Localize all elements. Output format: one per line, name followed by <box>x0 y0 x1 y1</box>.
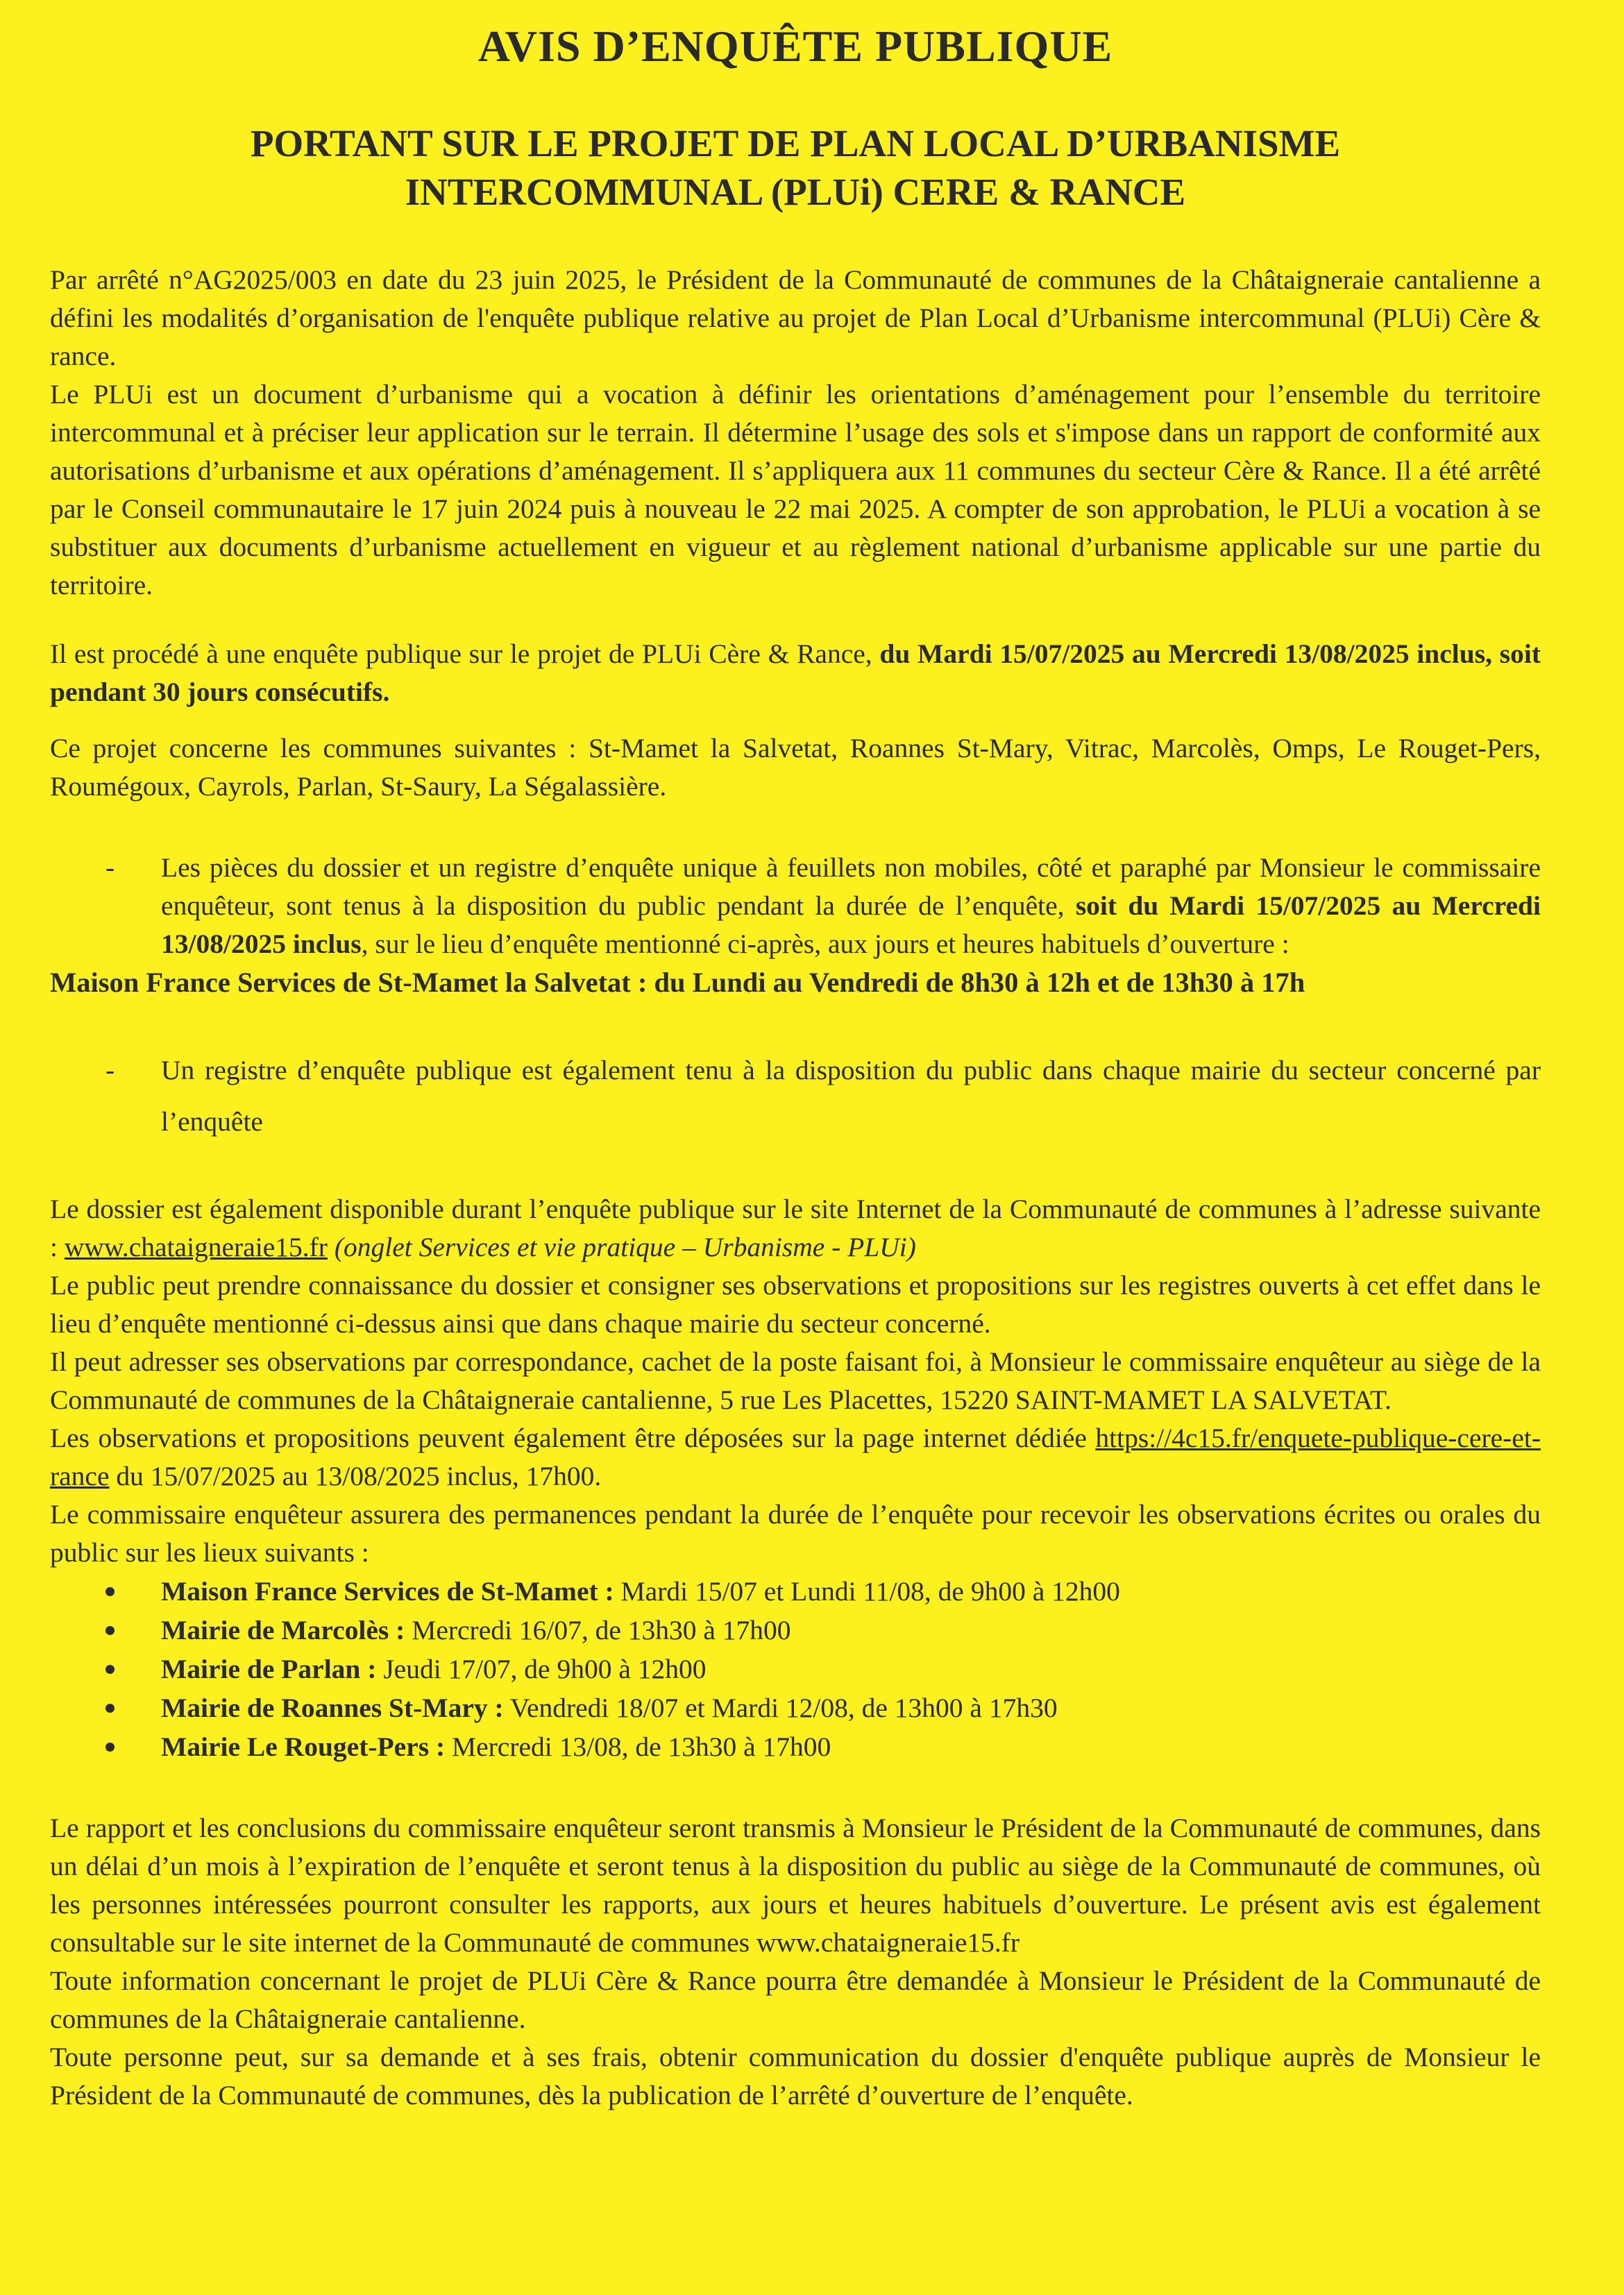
bullet-icon <box>105 1665 115 1674</box>
website-link[interactable]: www.chataigneraie15.fr <box>64 1232 328 1262</box>
dash-marker: - <box>105 852 115 883</box>
list-item <box>105 1727 1541 1766</box>
dossier-dates: soit du Mardi 15/07/2025 au Mercredi 13/08/2025 inclus <box>161 890 1541 959</box>
permanence-time: Mercredi 16/07, de 13h30 à 17h00 <box>405 1615 791 1645</box>
communes-paragraph: Ce projet concerne les communes suivantes : St-Mamet la Salvetat, Roannes St-Mary, Vitrac, Marcolès, Omps, Le Rouget-Pers, Roumégoux, Cayrols, Parlan, St-Saury, La Ségalassière. <box>50 733 1541 802</box>
enquete-lead: Il est procédé à une enquête publique sur le projet de PLUi Cère & Rance, <box>50 638 880 669</box>
permanence-place: Mairie de Roannes St-Mary : <box>161 1693 504 1723</box>
permanence-place: Maison France Services de St-Mamet : <box>161 1576 614 1607</box>
deposit-paragraph <box>50 1419 1541 1496</box>
subtitle-line-2: INTERCOMMUNAL (PLUi) CERE & RANCE <box>405 171 1186 213</box>
closing-paragraph-3: Toute personne peut, sur sa demande et à ses frais, obtenir communication du dossier d'enquête publique auprès de Monsieur le Président de la Communauté de communes, dès la publication de l’arrêté d’ouverture de l’enquête. <box>50 2042 1541 2110</box>
deposit-link[interactable]: https://4c15.fr/enquete-publique-cere-et-rance <box>50 1423 1541 1491</box>
page-subtitle <box>50 119 1541 217</box>
intro-paragraph-2: Le PLUi est un document d’urbanisme qui a vocation à définir les orientations d’aménagement pour l’ensemble du territoire intercommunal et à préciser leur application sur le terrain. Il détermine l’usage des sols et s'impose dans un rapport de conformité aux autorisations d’urbanisme et aux opérations d’aménagement. Il s’appliquera aux 11 communes du secteur Cère & Rance. Il a été arrêté par le Conseil communautaire le 17 juin 2024 puis à nouveau le 22 mai 2025. A compter de son approbation, le PLUi a vocation à se substituer aux documents d’urbanisme actuellement en vigueur et au règlement national d’urbanisme applicable sur une partie du territoire. <box>50 379 1541 600</box>
public-paragraph: Le public peut prendre connaissance du dossier et consigner ses observations et propositions sur les registres ouverts à cet effet dans le lieu d’enquête mentionné ci-dessus ainsi que dans chaque mairie du secteur concerné. <box>50 1270 1541 1339</box>
list-item <box>105 1688 1541 1727</box>
permanence-place: Mairie Le Rouget-Pers : <box>161 1731 446 1762</box>
enquete-period: du Mardi 15/07/2025 au Mercredi 13/08/2025 inclus, soit pendant 30 jours consécutifs. <box>50 638 1541 707</box>
permanence-time: Mercredi 13/08, de 13h30 à 17h00 <box>445 1731 831 1762</box>
website-tab-hint: (onglet Services et vie pratique – Urbanisme - PLUi) <box>327 1232 916 1262</box>
list-item <box>105 1611 1541 1650</box>
permanences-list <box>50 1572 1541 1766</box>
permanence-time: Vendredi 18/07 et Mardi 12/08, de 13h00 à 17h30 <box>503 1693 1058 1723</box>
dossier-text-2: , sur le lieu d’enquête mentionné ci-après, aux jours et heures habituels d’ouverture : <box>361 929 1289 959</box>
bullet-icon <box>105 1626 115 1635</box>
deposit-tail: du 15/07/2025 au 13/08/2025 inclus, 17h00. <box>109 1461 602 1491</box>
page-title: AVIS D’ENQUÊTE PUBLIQUE <box>477 22 1113 71</box>
maison-france-services-hours: Maison France Services de St-Mamet la Salvetat : du Lundi au Vendredi de 8h30 à 12h et de 13h30 à 17h <box>50 967 1305 998</box>
subtitle-line-1: PORTANT SUR LE PROJET DE PLAN LOCAL D’URBANISME <box>250 122 1341 164</box>
bullet-icon <box>105 1587 115 1596</box>
registre-list-item <box>50 1044 1541 1147</box>
dash-marker: - <box>105 1055 115 1085</box>
correspondence-paragraph: Il peut adresser ses observations par correspondance, cachet de la poste faisant foi, à Monsieur le commissaire enquêteur au siège de la Communauté de communes de la Châtaigneraie cantalienne, 5 rue Les Placettes, 15220 SAINT-MAMET LA SALVETAT. <box>50 1346 1541 1415</box>
registre-text: Un registre d’enquête publique est également tenu à la disposition du public dans chaque mairie du secteur concerné par l’enquête <box>161 1055 1541 1137</box>
permanence-time: Mardi 15/07 et Lundi 11/08, de 9h00 à 12h00 <box>614 1576 1120 1607</box>
closing-paragraph-1: Le rapport et les conclusions du commissaire enquêteur seront transmis à Monsieur le Président de la Communauté de communes, dans un délai d’un mois à l’expiration de l’enquête et seront tenus à la disposition du public au siège de la Communauté de communes, où les personnes intéressées pourront consulter les rapports, aux jours et heures habituels d’ouverture. Le présent avis est également consultable sur le site internet de la Communauté de communes www.chataigneraie15.fr <box>50 1813 1541 1958</box>
closing-paragraph-2: Toute information concernant le projet de PLUi Cère & Rance pourra être demandée à Monsieur le Président de la Communauté de communes de la Châtaigneraie cantalienne. <box>50 1965 1541 2034</box>
permanence-place: Mairie de Marcolès : <box>161 1615 405 1645</box>
list-item <box>105 1572 1541 1611</box>
enquete-period-paragraph <box>50 635 1541 711</box>
dossier-list-item <box>50 849 1541 963</box>
online-paragraph <box>50 1190 1541 1267</box>
online-lead: Le dossier est également disponible durant l’enquête publique sur le site Internet de la Communauté de communes à l’adresse suivante : <box>50 1194 1541 1262</box>
permanences-intro: Le commissaire enquêteur assurera des permanences pendant la durée de l’enquête pour recevoir les observations écrites ou orales du public sur les lieux suivants : <box>50 1499 1541 1568</box>
bullet-icon <box>105 1704 115 1713</box>
permanence-time: Jeudi 17/07, de 9h00 à 12h00 <box>376 1654 707 1684</box>
deposit-lead: Les observations et propositions peuvent également être déposées sur la page internet dédiée <box>50 1423 1096 1453</box>
dossier-text-1: Les pièces du dossier et un registre d’enquête unique à feuillets non mobiles, côté et paraphé par Monsieur le commissaire enquêteur, sont tenus à la disposition du public pendant la durée de l’enquête, <box>161 852 1541 921</box>
permanence-place: Mairie de Parlan : <box>161 1654 377 1684</box>
list-item <box>105 1650 1541 1688</box>
bullet-icon <box>105 1743 115 1752</box>
intro-paragraph-1: Par arrêté n°AG2025/003 en date du 23 juin 2025, le Président de la Communauté de communes de la Châtaigneraie cantalienne a défini les modalités d’organisation de l'enquête publique relative au projet de Plan Local d’Urbanisme intercommunal (PLUi) Cère & rance. <box>50 264 1541 371</box>
